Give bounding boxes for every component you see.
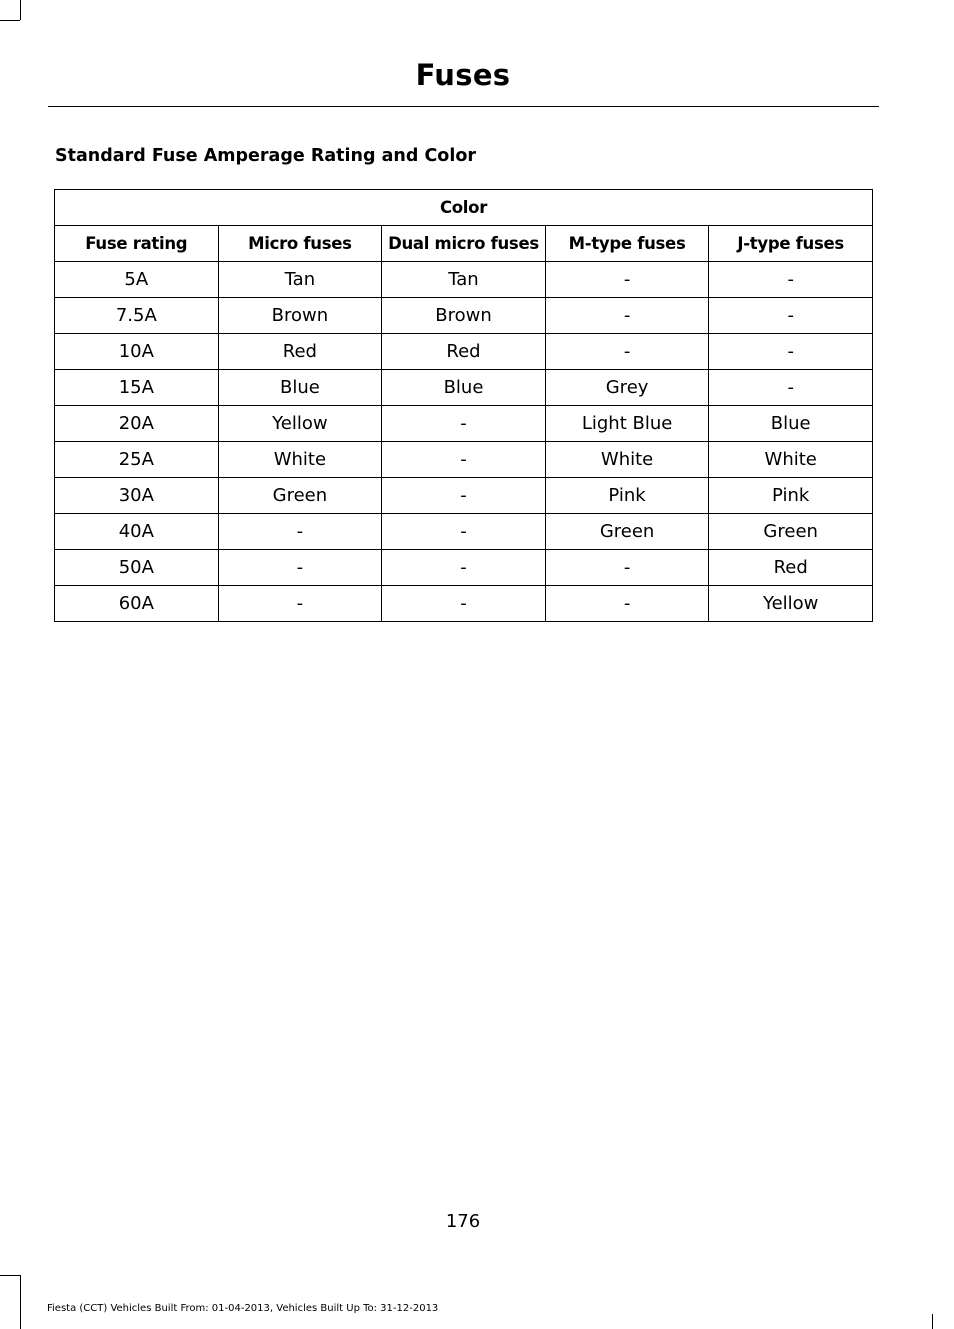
cell-m-type-fuses: Light Blue (545, 406, 709, 442)
cell-micro-fuses: - (218, 514, 382, 550)
cell-dual-micro-fuses: Blue (382, 370, 546, 406)
crop-mark-top-left-horizontal (0, 20, 20, 21)
table-row (55, 550, 873, 586)
column-header-micro-fuses: Micro fuses (218, 226, 382, 262)
cell-j-type-fuses: Green (709, 514, 873, 550)
cell-dual-micro-fuses: - (382, 406, 546, 442)
cell-fuse-rating: 40A (55, 514, 219, 550)
table-row (55, 334, 873, 370)
cell-fuse-rating: 50A (55, 550, 219, 586)
cell-j-type-fuses: Red (709, 550, 873, 586)
cell-micro-fuses: Blue (218, 370, 382, 406)
column-header-fuse-rating: Fuse rating (55, 226, 219, 262)
cell-micro-fuses: Yellow (218, 406, 382, 442)
cell-m-type-fuses: - (545, 550, 709, 586)
cell-j-type-fuses: - (709, 298, 873, 334)
cell-dual-micro-fuses: - (382, 586, 546, 622)
cell-micro-fuses: Tan (218, 262, 382, 298)
cell-fuse-rating: 25A (55, 442, 219, 478)
cell-j-type-fuses: - (709, 262, 873, 298)
page-title: Fuses (415, 58, 511, 92)
cell-m-type-fuses: Grey (545, 370, 709, 406)
cell-j-type-fuses: White (709, 442, 873, 478)
table-row (55, 406, 873, 442)
page-number: 176 (445, 1211, 481, 1232)
cell-micro-fuses: Red (218, 334, 382, 370)
table-row (55, 514, 873, 550)
cell-m-type-fuses: - (545, 586, 709, 622)
table-row (55, 262, 873, 298)
cell-fuse-rating: 7.5A (55, 298, 219, 334)
cell-m-type-fuses: - (545, 298, 709, 334)
cell-m-type-fuses: Pink (545, 478, 709, 514)
cell-dual-micro-fuses: Brown (382, 298, 546, 334)
cell-m-type-fuses: - (545, 334, 709, 370)
cell-j-type-fuses: - (709, 334, 873, 370)
cell-micro-fuses: Brown (218, 298, 382, 334)
table-column-header-row (55, 226, 873, 262)
cell-dual-micro-fuses: - (382, 550, 546, 586)
section-heading: Standard Fuse Amperage Rating and Color (55, 146, 476, 166)
cell-m-type-fuses: Green (545, 514, 709, 550)
cell-fuse-rating: 60A (55, 586, 219, 622)
cell-micro-fuses: White (218, 442, 382, 478)
cell-dual-micro-fuses: - (382, 514, 546, 550)
title-divider (48, 106, 879, 107)
crop-mark-bottom-left-vertical (20, 1275, 21, 1329)
cell-j-type-fuses: Yellow (709, 586, 873, 622)
column-header-dual-micro-fuses: Dual micro fuses (382, 226, 546, 262)
table-row (55, 442, 873, 478)
table-row (55, 298, 873, 334)
table-row (55, 586, 873, 622)
cell-j-type-fuses: Blue (709, 406, 873, 442)
cell-dual-micro-fuses: - (382, 478, 546, 514)
cell-m-type-fuses: - (545, 262, 709, 298)
cell-j-type-fuses: Pink (709, 478, 873, 514)
cell-dual-micro-fuses: Tan (382, 262, 546, 298)
crop-mark-top-left-vertical (20, 0, 21, 20)
cell-micro-fuses: Green (218, 478, 382, 514)
cell-dual-micro-fuses: - (382, 442, 546, 478)
crop-mark-bottom-left-horizontal (0, 1275, 20, 1276)
cell-fuse-rating: 10A (55, 334, 219, 370)
cell-dual-micro-fuses: Red (382, 334, 546, 370)
fuse-color-table (54, 189, 873, 622)
cell-j-type-fuses: - (709, 370, 873, 406)
cell-fuse-rating: 30A (55, 478, 219, 514)
color-group-header: Color (55, 190, 873, 226)
column-header-m-type-fuses: M-type fuses (545, 226, 709, 262)
column-header-j-type-fuses: J-type fuses (709, 226, 873, 262)
footer-vehicle-info: Fiesta (CCT) Vehicles Built From: 01-04-2013, Vehicles Built Up To: 31-12-2013 (47, 1303, 439, 1314)
table-row (55, 478, 873, 514)
cell-micro-fuses: - (218, 550, 382, 586)
crop-mark-bottom-right-vertical (932, 1314, 933, 1329)
cell-fuse-rating: 15A (55, 370, 219, 406)
cell-fuse-rating: 20A (55, 406, 219, 442)
table-row (55, 370, 873, 406)
cell-fuse-rating: 5A (55, 262, 219, 298)
table-group-header-row (55, 190, 873, 226)
cell-m-type-fuses: White (545, 442, 709, 478)
cell-micro-fuses: - (218, 586, 382, 622)
